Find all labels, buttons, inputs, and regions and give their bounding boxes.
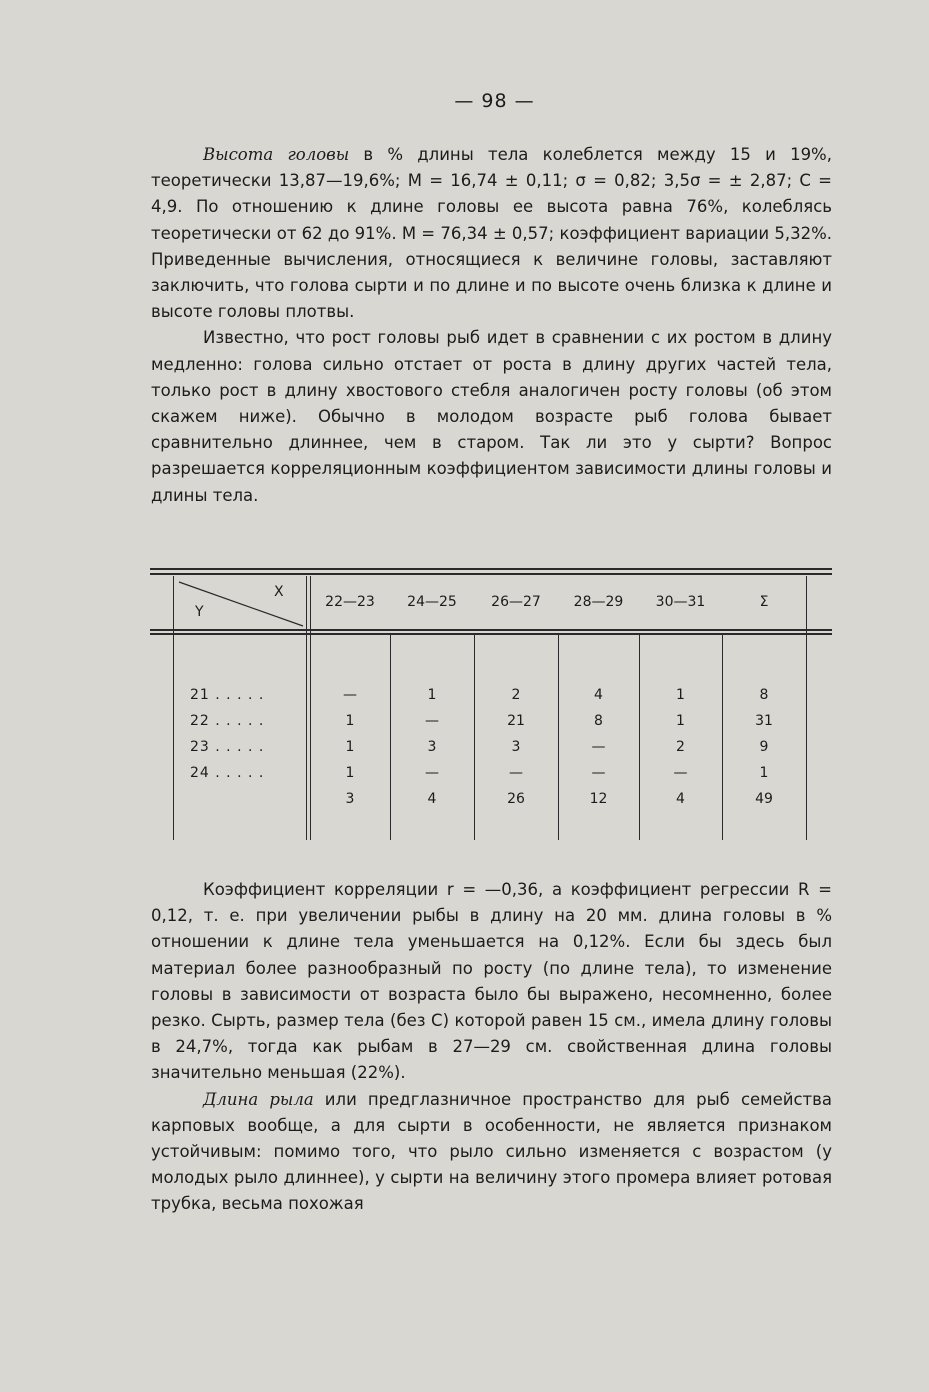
column-header: 24—25 — [407, 594, 457, 610]
corner-y-label: Y — [195, 604, 204, 620]
table-cell: 1 — [345, 713, 355, 729]
paragraph-snout-length — [151, 1087, 832, 1218]
table-cell: — — [425, 713, 439, 729]
paragraph-head-growth: Известно, что рост головы рыб идет в сравнении с их ростом в длину медленно: голова сильно отстает от роста в длину других частей тела, только рост в длину хвостового стебля аналогичен росту головы (об этом скажем ниже). Обычно в молодом возрасте рыб голова бывает сравнительно длиннее, чем в старом. Так ли это у сырти? Вопрос разрешается корреляционным коэффициентом зависимости длины головы и длины тела. — [151, 328, 832, 505]
table-cell: — — [591, 765, 606, 781]
table-cell: — — [425, 765, 439, 781]
text-block-bottom — [151, 877, 832, 1218]
table-cell: 1 — [345, 739, 355, 755]
table-cell-sum: 1 — [759, 765, 769, 781]
table-cell: 3 — [427, 739, 437, 755]
corner-diagonal — [175, 576, 305, 629]
table-cell: 1 — [427, 687, 437, 703]
table-top-rule — [150, 568, 832, 570]
table-col-divider — [474, 634, 475, 840]
table-col-divider — [722, 634, 723, 840]
total-cell-sum: 49 — [755, 791, 773, 807]
table-cell: 1 — [676, 713, 685, 729]
table-col-divider — [558, 634, 559, 840]
row-label: 21 . . . . . — [190, 687, 265, 703]
table-cell: 4 — [594, 687, 603, 703]
text-block-top — [151, 142, 832, 509]
table-cell: 21 — [507, 713, 525, 729]
term-head-height: Высота головы — [203, 145, 350, 164]
column-header: 30—31 — [655, 594, 706, 610]
total-cell: 3 — [345, 791, 355, 807]
table-cell: — — [509, 765, 523, 781]
total-cell: 4 — [427, 791, 437, 807]
table-cell: 3 — [511, 739, 521, 755]
table-cell: 1 — [345, 765, 355, 781]
row-label: 23 . . . . . — [190, 739, 265, 755]
table-right-border — [806, 576, 807, 840]
paragraph-snout-length-text: или предглазничное пространство для рыб семейства карповых вообще, а для сырти в особенности, не является признаком устойчивым: помимо того, что рыло сильно изменяется с возрастом (у молодых рыло длиннее), у сырти на величину этого промера влияет ротовая трубка, весьма похожая — [151, 1089, 833, 1214]
table-cell: 2 — [511, 687, 521, 703]
row-label: 24 . . . . . — [190, 765, 265, 781]
table-cell: — — [673, 765, 688, 781]
table-col-divider — [390, 634, 391, 840]
table-cell: 2 — [676, 739, 685, 755]
table-cell-sum: 8 — [759, 687, 769, 703]
table-cell: 8 — [594, 713, 603, 729]
row-label: 22 . . . . . — [190, 713, 265, 729]
paragraph-head-height-text: в % длины тела колеблется между 15 и 19%, теоретически 13,87—19,6%; M = 16,74 ± 0,11; σ = 0,82; 3,5σ = ± 2,87; C = 4,9. По отношению к длине головы ее высота равна 76%, колеблясь теоретически от 62 до 91%. M = 76,34 ± 0,57; коэффициент вариации 5,32%. Приведенные вычисления, относящиеся к величине головы, заставляют заключить, что голова сырти и по длине и по высоте очень близка к длине и высоте головы плотвы. — [151, 145, 833, 322]
table-label-divider — [306, 576, 307, 840]
total-cell: 26 — [507, 791, 525, 807]
correlation-table — [150, 568, 832, 840]
term-snout-length: Длина рыла — [203, 1089, 314, 1109]
total-cell: 4 — [676, 791, 685, 807]
column-header: 26—27 — [491, 594, 541, 610]
column-header: 28—29 — [573, 594, 624, 610]
total-cell: 12 — [589, 791, 608, 807]
corner-x-label: X — [274, 584, 284, 600]
table-cell: — — [343, 687, 357, 703]
table-col-divider — [639, 634, 640, 840]
table-header-rule — [150, 629, 832, 631]
column-header: 22—23 — [325, 594, 375, 610]
column-header-sum: Σ — [759, 594, 769, 610]
page-number: — 98 — — [454, 90, 535, 112]
table-top-rule-2 — [150, 573, 832, 575]
table-cell: — — [591, 739, 606, 755]
table-left-border — [173, 576, 174, 840]
table-cell: 1 — [676, 687, 685, 703]
table-cell-sum: 9 — [759, 739, 769, 755]
table-header-rule-2 — [150, 633, 832, 635]
table-cell-sum: 31 — [755, 713, 773, 729]
paragraph-head-height — [151, 142, 832, 325]
paragraph-correlation: Коэффициент корреляции r = —0,36, а коэффициент регрессии R = 0,12, т. е. при увеличении рыбы в длину на 20 мм. длина головы в % отношении к длине тела уменьшается на 0,12%. Если бы здесь был материал более разнообразный по росту (по длине тела), то изменение головы в зависимости от возраста было бы выражено, несомненно, более резко. Сырть, размер тела (без С) которой равен 15 см., имела длину головы в 24,7%, тогда как рыбам в 27—29 см. свойственная длина головы значительно меньшая (22%). — [151, 880, 832, 1083]
